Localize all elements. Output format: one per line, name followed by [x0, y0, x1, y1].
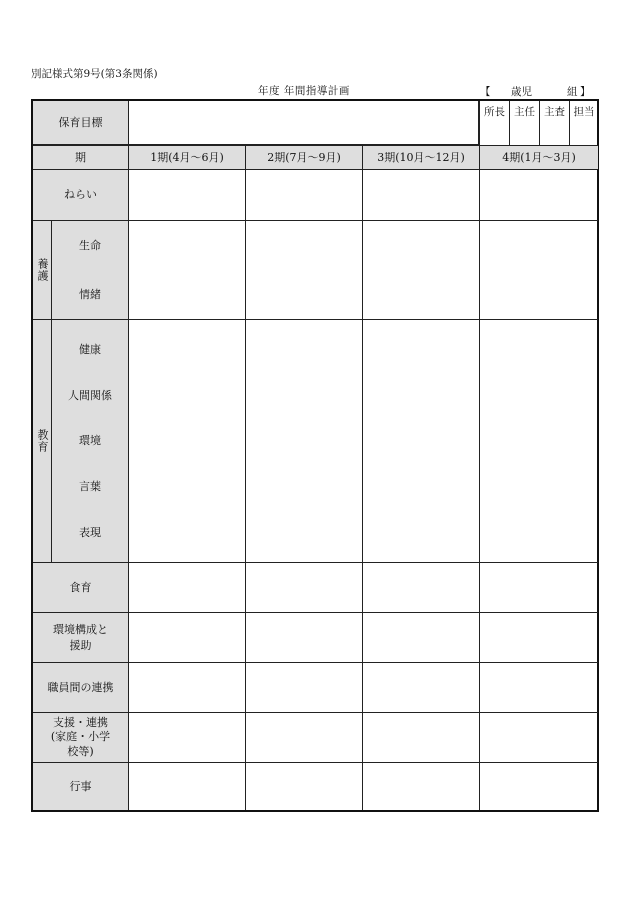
stamp-chief[interactable]: 主任 — [509, 101, 539, 145]
period-1-header: 1期(4月～6月) — [129, 146, 246, 170]
support-period-1[interactable] — [129, 713, 246, 763]
aim-period-1[interactable] — [129, 170, 246, 221]
class-field[interactable] — [480, 84, 590, 98]
environment-period-3[interactable] — [363, 613, 480, 663]
care-period-3[interactable] — [363, 221, 480, 320]
support-period-3[interactable] — [363, 713, 480, 763]
staff-period-1[interactable] — [129, 663, 246, 713]
care-group-label: 養護 — [33, 221, 52, 320]
food-period-2[interactable] — [246, 563, 363, 613]
class-label: 組 — [567, 86, 578, 98]
form-number: 別記様式第9号(第3条関係) — [31, 68, 158, 80]
education-period-1[interactable] — [129, 320, 246, 563]
food-education-label: 食育 — [33, 563, 129, 613]
approval-stamps — [479, 101, 598, 145]
stamp-inspector[interactable]: 主査 — [539, 101, 569, 145]
aim-label: ねらい — [33, 170, 129, 221]
stamp-person-in-charge[interactable]: 担当 — [569, 101, 598, 145]
bracket-close: 】 — [580, 86, 591, 98]
food-period-3[interactable] — [363, 563, 480, 613]
education-environment-label: 環境 — [52, 412, 129, 470]
aim-period-3[interactable] — [363, 170, 480, 221]
bracket-open: 【 — [480, 86, 491, 98]
events-period-4[interactable] — [480, 763, 598, 810]
events-period-3[interactable] — [363, 763, 480, 810]
staff-cooperation-label: 職員間の連携 — [33, 663, 129, 713]
goal-label: 保育目標 — [33, 101, 129, 145]
food-period-1[interactable] — [129, 563, 246, 613]
plan-title: 年度 年間指導計画 — [258, 85, 350, 97]
period-3-header: 3期(10月～12月) — [363, 146, 480, 170]
education-period-3[interactable] — [363, 320, 480, 563]
stamp-director[interactable]: 所長 — [479, 101, 509, 145]
events-period-1[interactable] — [129, 763, 246, 810]
environment-support-label: 環境構成と 援助 — [33, 613, 129, 663]
period-2-header: 2期(7月～9月) — [246, 146, 363, 170]
staff-period-3[interactable] — [363, 663, 480, 713]
education-group-label: 教育 — [33, 320, 52, 563]
care-life-label: 生命 — [52, 221, 129, 270]
support-cooperation-label: 支援・連携 (家庭・小学 校等) — [33, 713, 129, 763]
period-4-header: 4期(1月～3月) — [480, 146, 598, 170]
education-expression-label: 表現 — [52, 504, 129, 563]
aim-period-4[interactable] — [480, 170, 598, 221]
education-period-2[interactable] — [246, 320, 363, 563]
events-period-2[interactable] — [246, 763, 363, 810]
care-period-1[interactable] — [129, 221, 246, 320]
environment-period-1[interactable] — [129, 613, 246, 663]
events-label: 行事 — [33, 763, 129, 810]
care-emotion-label: 情緒 — [52, 270, 129, 320]
support-period-2[interactable] — [246, 713, 363, 763]
education-language-label: 言葉 — [52, 470, 129, 504]
food-period-4[interactable] — [480, 563, 598, 613]
care-period-4[interactable] — [480, 221, 598, 320]
staff-period-2[interactable] — [246, 663, 363, 713]
staff-period-4[interactable] — [480, 663, 598, 713]
age-label: 歳児 — [511, 86, 532, 98]
period-header: 期 — [33, 146, 129, 170]
education-relations-label: 人間関係 — [52, 380, 129, 412]
education-period-4[interactable] — [480, 320, 598, 563]
care-period-2[interactable] — [246, 221, 363, 320]
environment-period-2[interactable] — [246, 613, 363, 663]
education-health-label: 健康 — [52, 320, 129, 380]
goal-input[interactable] — [129, 101, 479, 145]
aim-period-2[interactable] — [246, 170, 363, 221]
environment-period-4[interactable] — [480, 613, 598, 663]
support-period-4[interactable] — [480, 713, 598, 763]
